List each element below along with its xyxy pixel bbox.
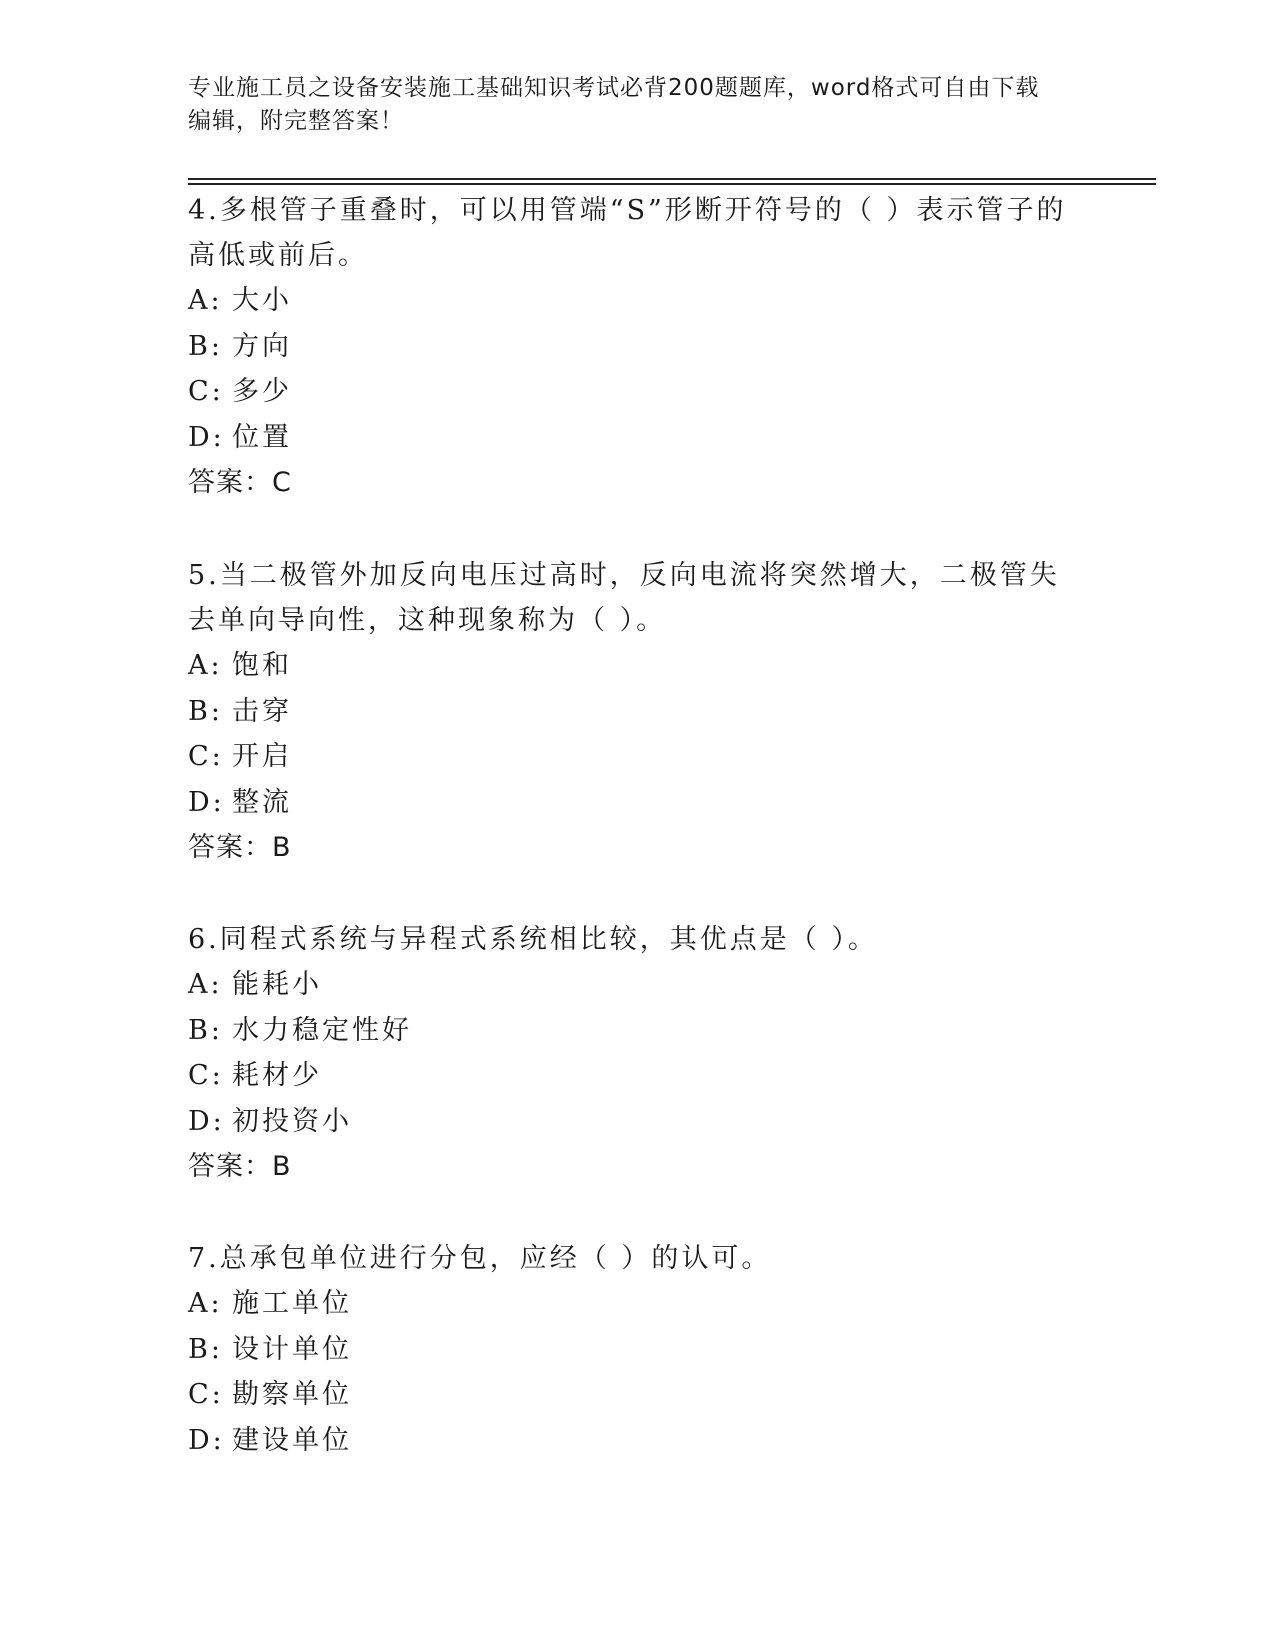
question-stem: 6.同程式系统与异程式系统相比较，其优点是（ ）。 (188, 924, 878, 955)
option-c (188, 1053, 1088, 1099)
question-6 (188, 917, 1088, 1189)
option-text: 位置 (232, 421, 292, 453)
question-stem: 4.多根管子重叠时，可以用管端“S”形断开符号的（ ）表示管子的高低或前后。 (188, 195, 1067, 271)
option-text: 饱和 (232, 650, 292, 681)
option-c (188, 734, 1088, 780)
option-c (188, 1372, 1088, 1418)
question-5 (188, 553, 1088, 870)
option-key: B: (188, 1333, 223, 1365)
option-text: 开启 (232, 741, 292, 772)
option-d (188, 415, 1088, 461)
option-key: C: (188, 741, 224, 772)
option-text: 耗材少 (232, 1060, 322, 1091)
option-key: C: (188, 376, 224, 407)
option-text: 施工单位 (232, 1288, 352, 1319)
option-text: 击穿 (232, 695, 292, 727)
option-key: D: (188, 1105, 225, 1137)
document-header (188, 72, 1068, 138)
header-line-2: 编辑，附完整答案！ (188, 108, 404, 134)
option-key: D: (188, 1424, 225, 1456)
option-b (188, 689, 1088, 735)
option-a (188, 278, 1088, 324)
option-key: C: (188, 1060, 224, 1091)
option-key: D: (188, 786, 225, 818)
question-7 (188, 1236, 1088, 1463)
option-text: 大小 (232, 285, 292, 316)
option-key: C: (188, 1379, 224, 1410)
option-key: B: (188, 1014, 223, 1046)
option-text: 能耗小 (232, 969, 322, 1000)
question-stem: 7.总承包单位进行分包，应经（ ）的认可。 (188, 1243, 772, 1274)
option-b (188, 1008, 1088, 1054)
question-stem: 5.当二极管外加反向电压过高时，反向电流将突然增大，二极管失去单向导向性，这种现象称为（ ）。 (188, 560, 1060, 636)
option-key: A: (188, 650, 223, 681)
option-b (188, 1327, 1088, 1373)
option-text: 多少 (232, 376, 292, 407)
answer-line: 答案：B (188, 1151, 292, 1182)
option-text: 方向 (232, 330, 292, 362)
header-divider-bottom (188, 183, 1156, 185)
option-text: 水力稳定性好 (232, 1014, 412, 1046)
option-text: 初投资小 (232, 1105, 352, 1137)
option-b (188, 324, 1088, 370)
option-text: 建设单位 (232, 1424, 352, 1456)
option-key: A: (188, 285, 223, 316)
option-text: 整流 (232, 786, 292, 818)
option-key: A: (188, 969, 223, 1000)
question-4 (188, 188, 1088, 505)
option-a (188, 962, 1088, 1008)
answer-line: 答案：C (188, 467, 292, 498)
option-text: 设计单位 (232, 1333, 352, 1365)
option-key: B: (188, 330, 223, 362)
option-key: B: (188, 695, 223, 727)
header-line-1: 专业施工员之设备安装施工基础知识考试必背200题题库，word格式可自由下载 (188, 75, 1040, 101)
option-a (188, 643, 1088, 689)
option-text: 勘察单位 (232, 1379, 352, 1410)
option-d (188, 780, 1088, 826)
header-divider-top (188, 178, 1156, 180)
answer-line: 答案：B (188, 832, 292, 863)
option-key: D: (188, 421, 225, 453)
option-key: A: (188, 1288, 223, 1319)
option-d (188, 1418, 1088, 1464)
option-a (188, 1281, 1088, 1327)
option-c (188, 369, 1088, 415)
option-d (188, 1099, 1088, 1145)
